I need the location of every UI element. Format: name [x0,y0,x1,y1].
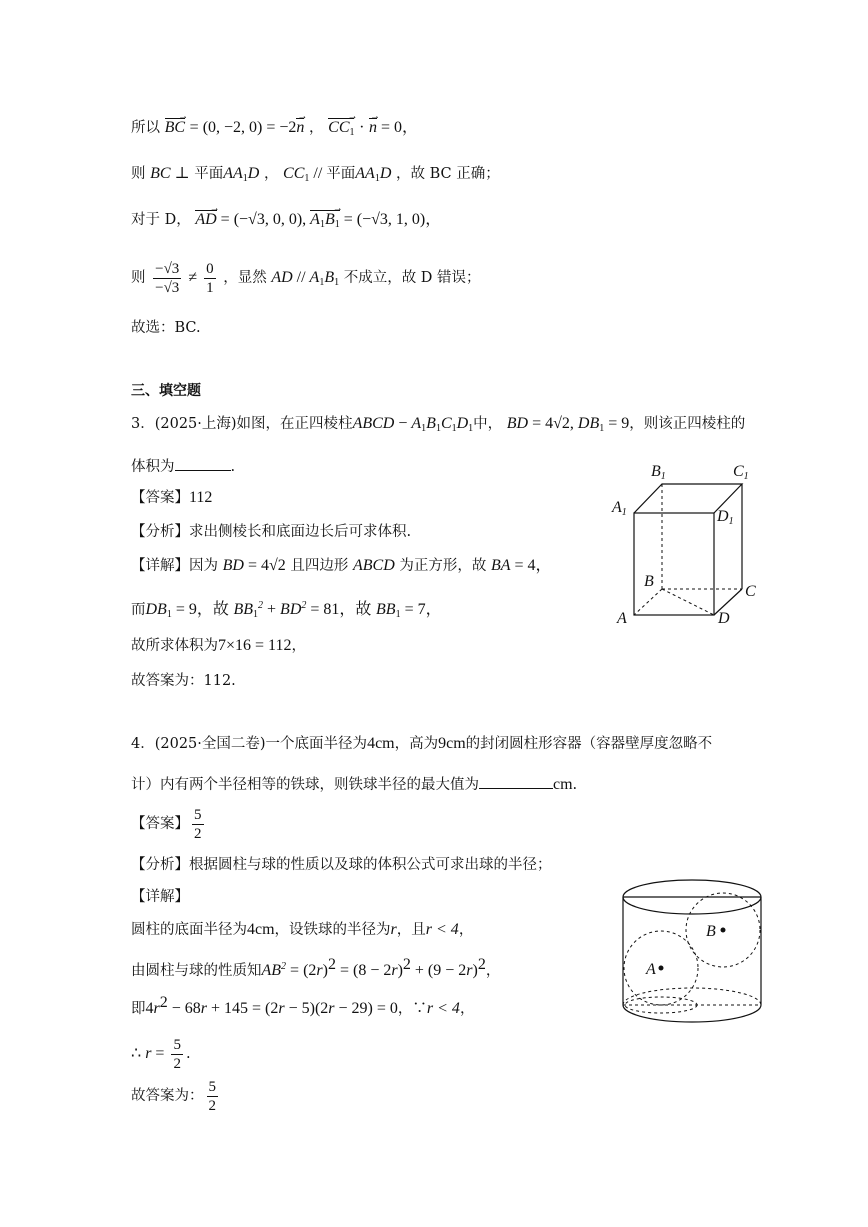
solution-line-perpendicular: 则 BC ⊥ 平面$AA_1D$ ， $CC_1$ // 平面$AA_1D$ ，故 BC 正确； [131,165,500,184]
q3-analysis: 【分析】求出侧棱长和底面边长后可求体积. [131,524,412,540]
label-b1: B1 [651,463,666,482]
solution-line-option-d: 对于 D， AD → = (−√3, 0, 0), $A_1B_1$ → = (−√3, 1, 0)， [131,210,441,235]
q4-analysis: 【分析】根据圆柱与球的性质以及球的体积公式可求出球的半径； [131,857,552,873]
label-d1: D1 [717,508,734,527]
answer-blank [175,456,231,471]
label-b: B [706,923,716,940]
q3-detail-line2: 而$DB_1 = 9$，故 $BB_1^2 + BD^2 = 81$，故 $BB_1 = 7$， [131,600,442,620]
cylinder-figure [615,870,775,1030]
q3-detail-line3: 故所求体积为7×16 = 112， [131,637,306,654]
vector-cc1: $CC_1$ → [328,118,354,143]
q3-answer: 【答案】112 [131,489,213,506]
solution-conclusion: 故选：BC. [131,320,201,336]
label-a1: A1 [612,499,627,518]
q4-detail-label: 【详解】 [131,889,189,905]
vector-ad: AD → [195,210,216,230]
q4-stem-line2: 计）内有两个半径相等的铁球，则铁球半径的最大值为 cm. [131,776,578,793]
answer-fraction: $\frac{5}{2}$ [194,806,202,842]
solution-line-bc-vector: 所以 BC → = (0, −2, 0) = −2n → ， $CC_1$ → · n → = 0， [131,118,418,143]
q3-final-answer: 故答案为：112. [131,673,236,689]
answer-blank [479,774,553,789]
q4-answer: 【答案】 $\frac{5}{2}$ [131,806,202,842]
vector-n: n → [296,118,304,138]
solution-line-ratio: 则 $\frac{-√3}{-√3}$ ≠ $\frac{0}{1}$ ，显然 AD // $A_1B_1$ 不成立，故 D 错误； [131,260,481,296]
section-title: 三、填空题 [131,383,201,399]
q4-detail-line1: 圆柱的底面半径为4cm，设铁球的半径为r，且r < 4， [131,921,474,938]
vector-bc: BC → [165,118,185,138]
q3-stem-line2: 体积为 . [131,456,235,477]
vector-a1b1: $A_1B_1$ → [310,210,340,235]
label-b: B [644,573,654,590]
label-d: D [718,610,730,627]
prism-figure [605,455,775,633]
q4-final-answer: 故答案为： $\frac{5}{2}$ [131,1078,216,1114]
q4-detail-line3: 即$4r^2 - 68r + 145 = (2r - 5)(2r - 29) = 0$，∵r < 4， [131,994,475,1017]
q3-stem-line1: 3．(2025·上海)如图，在正四棱柱ABCD − $A_1B_1C_1D_1$中， BD = 4√2, $DB_1 = 9$，则该正四棱柱的 [131,415,746,434]
fraction-ratio: $\frac{-√3}{-√3}$ [155,260,180,296]
label-a: A [646,961,656,978]
label-a: A [617,610,627,627]
label-c1: C1 [733,463,749,482]
q3-detail-line1: 【详解】因为 BD = 4√2 且四边形 ABCD 为正方形，故 BA = 4， [131,557,552,574]
q4-detail-line4: ∴ r = $\frac{5}{2}$ . [131,1036,191,1072]
label-c: C [745,583,756,600]
q4-stem-line1: 4．(2025·全国二卷)一个底面半径为4cm，高为9cm的封闭圆柱形容器（容器壁厚度忽略不 [131,735,713,752]
q4-detail-line2: 由圆柱与球的性质知$AB^2 = (2r)^2 = (8 - 2r)^2 + (9 - 2r)^2$， [131,956,501,979]
